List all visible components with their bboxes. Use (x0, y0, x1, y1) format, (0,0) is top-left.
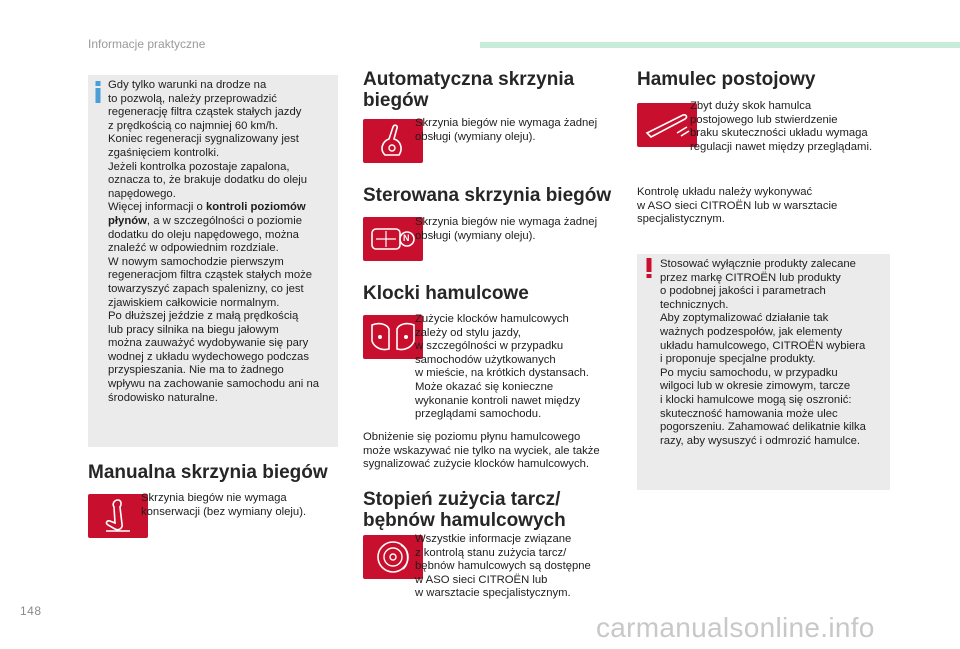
warning-icon (646, 258, 652, 278)
disc-wear-heading: Stopień zużycia tarcz/ bębnów hamulcowych (363, 489, 566, 531)
automatic-gearbox-text: Skrzynia biegów nie wymaga żadnej obsługi (wymiany oleju). (415, 117, 598, 143)
parking-brake-icon (637, 103, 697, 147)
page-number: 148 (20, 604, 42, 618)
controlled-gearbox-icon (363, 217, 423, 261)
automatic-gearbox-icon (363, 119, 423, 163)
controlled-gearbox-heading: Sterowana skrzynia biegów (363, 185, 612, 206)
manual-gearbox-text: Skrzynia biegów nie wymaga konserwacji (bez wymiany oleju). (141, 492, 307, 518)
watermark: carmanualsonline.info (596, 612, 875, 643)
brake-pads-heading: Klocki hamulcowe (363, 283, 529, 304)
warning-box (637, 254, 890, 490)
section-label: Informacje praktyczne (88, 37, 206, 51)
neutral-label: N (403, 233, 410, 243)
brake-pads-icon (363, 315, 423, 359)
info-box-text (108, 79, 336, 405)
brake-pads-paragraph: Obniżenie się poziomu płynu hamulcowego może wskazywać nie tylko na wyciek, ale także sygnalizować zużycie klocków hamulcowych. (363, 431, 600, 471)
info-icon (94, 81, 102, 103)
header-accent-bar (480, 42, 960, 48)
warning-box-text: Stosować wyłącznie produkty zalecane przez markę CITROËN lub produkty o podobnej jakości i parametrach technicznych. Aby zoptymalizować działanie tak ważnych podzespołów, jak elementy układu hamulcowego, CITROËN wybiera i proponuje specjalne produkty. Po myciu samochodu, w przypadku wilgoci lub w okresie zimowym, tarcze i klocki hamulcowe mogą się oszronić: skuteczność hamowania może ulec pogorszeniu. Zahamować delikatnie kilka razy, aby wysuszyć i odmrozić hamulce. (660, 258, 866, 447)
automatic-gearbox-heading: Automatyczna skrzynia biegów (363, 69, 575, 111)
controlled-gearbox-text: Skrzynia biegów nie wymaga żadnej obsługi (wymiany oleju). (415, 216, 598, 242)
info-text-bold: kontroli poziomów płynów (108, 201, 306, 227)
info-text-part-2: , a w szczególności o poziomie dodatku do oleju napędowego, można znaleźć w odpowiednim rozdziale. W nowym samochodzie pierwszym regeneracjom filtra cząstek stałych może towarzyszyć zapach spalenizny, co jest zjawiskiem całkowicie normalnym. Po dłuższej jeździe z małą prędkością lub pracy silnika na biegu jałowym można zauważyć wydobywanie się pary wodnej z układu wydechowego podczas przyspieszania. Nie ma to żadnego wpływu na zachowanie samochodu ani na środowisko naturalne. (108, 214, 320, 404)
parking-brake-text: Zbyt duży skok hamulca postojowego lub stwierdzenie braku skuteczności układu wymaga regulacji nawet między przeglądami. (690, 100, 873, 153)
brake-pads-text: Zużycie klocków hamulcowych zależy od stylu jazdy, w szczególności w przypadku samochodów użytkowanych w mieście, na krótkich dystansach. Może okazać się konieczne wykonanie kontroli nawet między przeglądami samochodu. (415, 313, 589, 421)
parking-brake-heading: Hamulec postojowy (637, 69, 816, 90)
brake-disc-icon (363, 535, 423, 579)
manual-gearbox-heading: Manualna skrzynia biegów (88, 462, 328, 483)
manual-gearbox-icon (88, 494, 148, 538)
disc-wear-text: Wszystkie informacje związane z kontrolą stanu zużycia tarcz/ bębnów hamulcowych są dostępne w ASO sieci CITROËN lub w warsztacie specjalistycznym. (415, 533, 591, 600)
info-text-part-1: Gdy tylko warunki na drodze na to pozwolą, należy przeprowadzić regenerację filtra cząstek stałych jazdy z prędkością co najmniej 60 km/h. Koniec regeneracji sygnalizowany jest zgaśnięciem kontrolki. Jeżeli kontrolka pozostaje zapalona, oznacza to, że brakuje dodatku do oleju napędowego. Więcej informacji o (108, 79, 308, 214)
parking-brake-paragraph: Kontrolę układu należy wykonywać w ASO sieci CITROËN lub w warsztacie specjalistycznym. (637, 186, 838, 226)
info-box (88, 75, 338, 447)
